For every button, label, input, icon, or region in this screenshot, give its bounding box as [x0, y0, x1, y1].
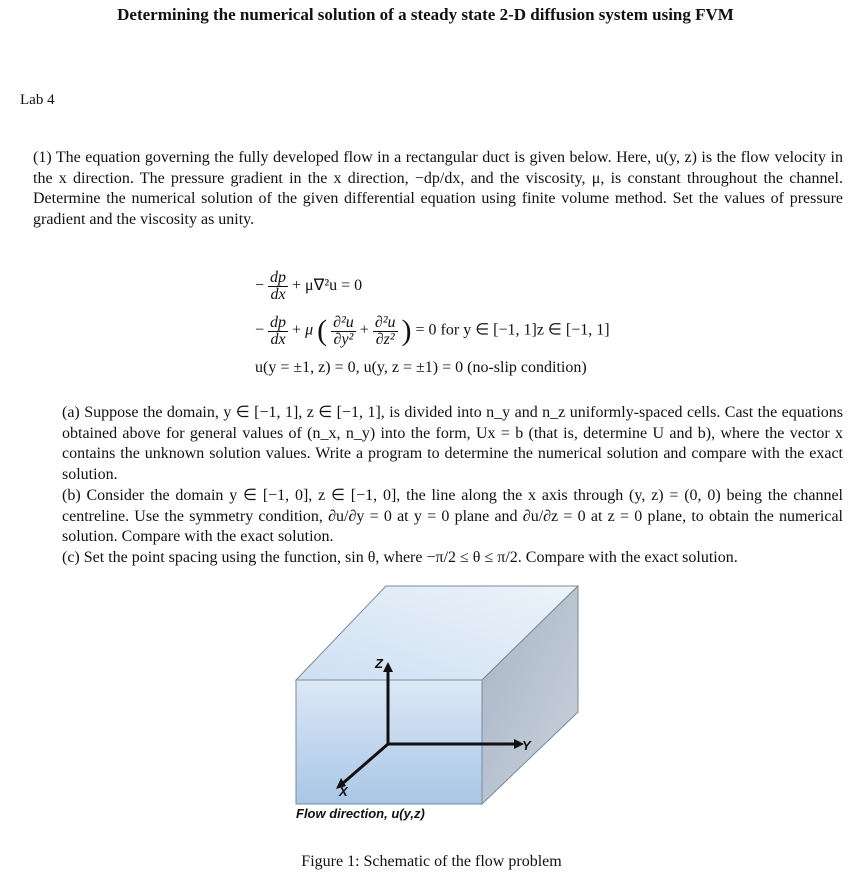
- equation-2: − $\frac{dp}{dx}$ + μ ( $\frac{\text{∂²u}}{\text{∂y²}}$ + $\frac{\text{∂²u}}{\text{∂z²}}$ ) = 0 for y ∈ [−1, 1]z ∈ [−1, 1]: [255, 313, 610, 348]
- axis-z-label: Z: [375, 656, 383, 671]
- equation-1: − $\frac{dp}{dx}$ + μ∇²u = 0: [255, 269, 363, 303]
- lab-label: Lab 4: [20, 92, 55, 108]
- duct-schematic: [290, 582, 590, 812]
- problem-number: (1): [33, 149, 52, 166]
- figure-caption: Figure 1: Schematic of the flow problem: [301, 853, 562, 870]
- part-c: (c) Set the point spacing using the function, sin θ, where −π/2 ≤ θ ≤ π/2. Compare with the exact solution.: [62, 549, 738, 566]
- axis-x-label: X: [339, 784, 348, 799]
- problem-text: The equation governing the fully developed flow in a rectangular duct is given below. Here, u(y, z) is the flow velocity in the x direction. The pressure gradient in the x direction, −dp/dx, and the viscosity, μ, is constant throughout the channel. Determine the numerical solution of the given differential equation using finite volume method. Set the values of pressure gradient and the viscosity as unity.: [33, 149, 843, 228]
- flow-direction-label: Flow direction, u(y,z): [296, 806, 425, 821]
- equation-1-rest: + μ∇²u = 0: [292, 277, 363, 295]
- dp-dx-fraction: $\frac{dp}{dx}$: [270, 269, 287, 303]
- equation-3-boundary: u(y = ±1, z) = 0, u(y, z = ±1) = 0 (no-slip condition): [255, 359, 587, 376]
- problem-1-statement: [33, 148, 843, 230]
- axis-y-label: Y: [522, 738, 531, 753]
- part-b: (b) Consider the domain y ∈ [−1, 0], z ∈ [−1, 0], the line along the x axis through (y, z) = (0, 0) being the channel centreline. Use the symmetry condition, ∂u/∂y = 0 at y = 0 plane and ∂u/∂z = 0 at z = 0 plane, to obtain the numerical solution. Compare with the exact solution.: [62, 487, 843, 546]
- equation-2-tail: = 0 for y ∈ [−1, 1]z ∈ [−1, 1]: [415, 321, 610, 339]
- page-title: Determining the numerical solution of a steady state 2-D diffusion system using FVM: [117, 5, 734, 24]
- part-a: (a) Suppose the domain, y ∈ [−1, 1], z ∈ [−1, 1], is divided into n_y and n_z uniformly-spaced cells. Cast the equations obtained above for general values of (n_x, n_y) into the form, Ux = b (that is, determine U and b), where the vector x contains the unknown solution values. Write a program to determine the numerical solution and compare with the exact solution.: [62, 404, 843, 483]
